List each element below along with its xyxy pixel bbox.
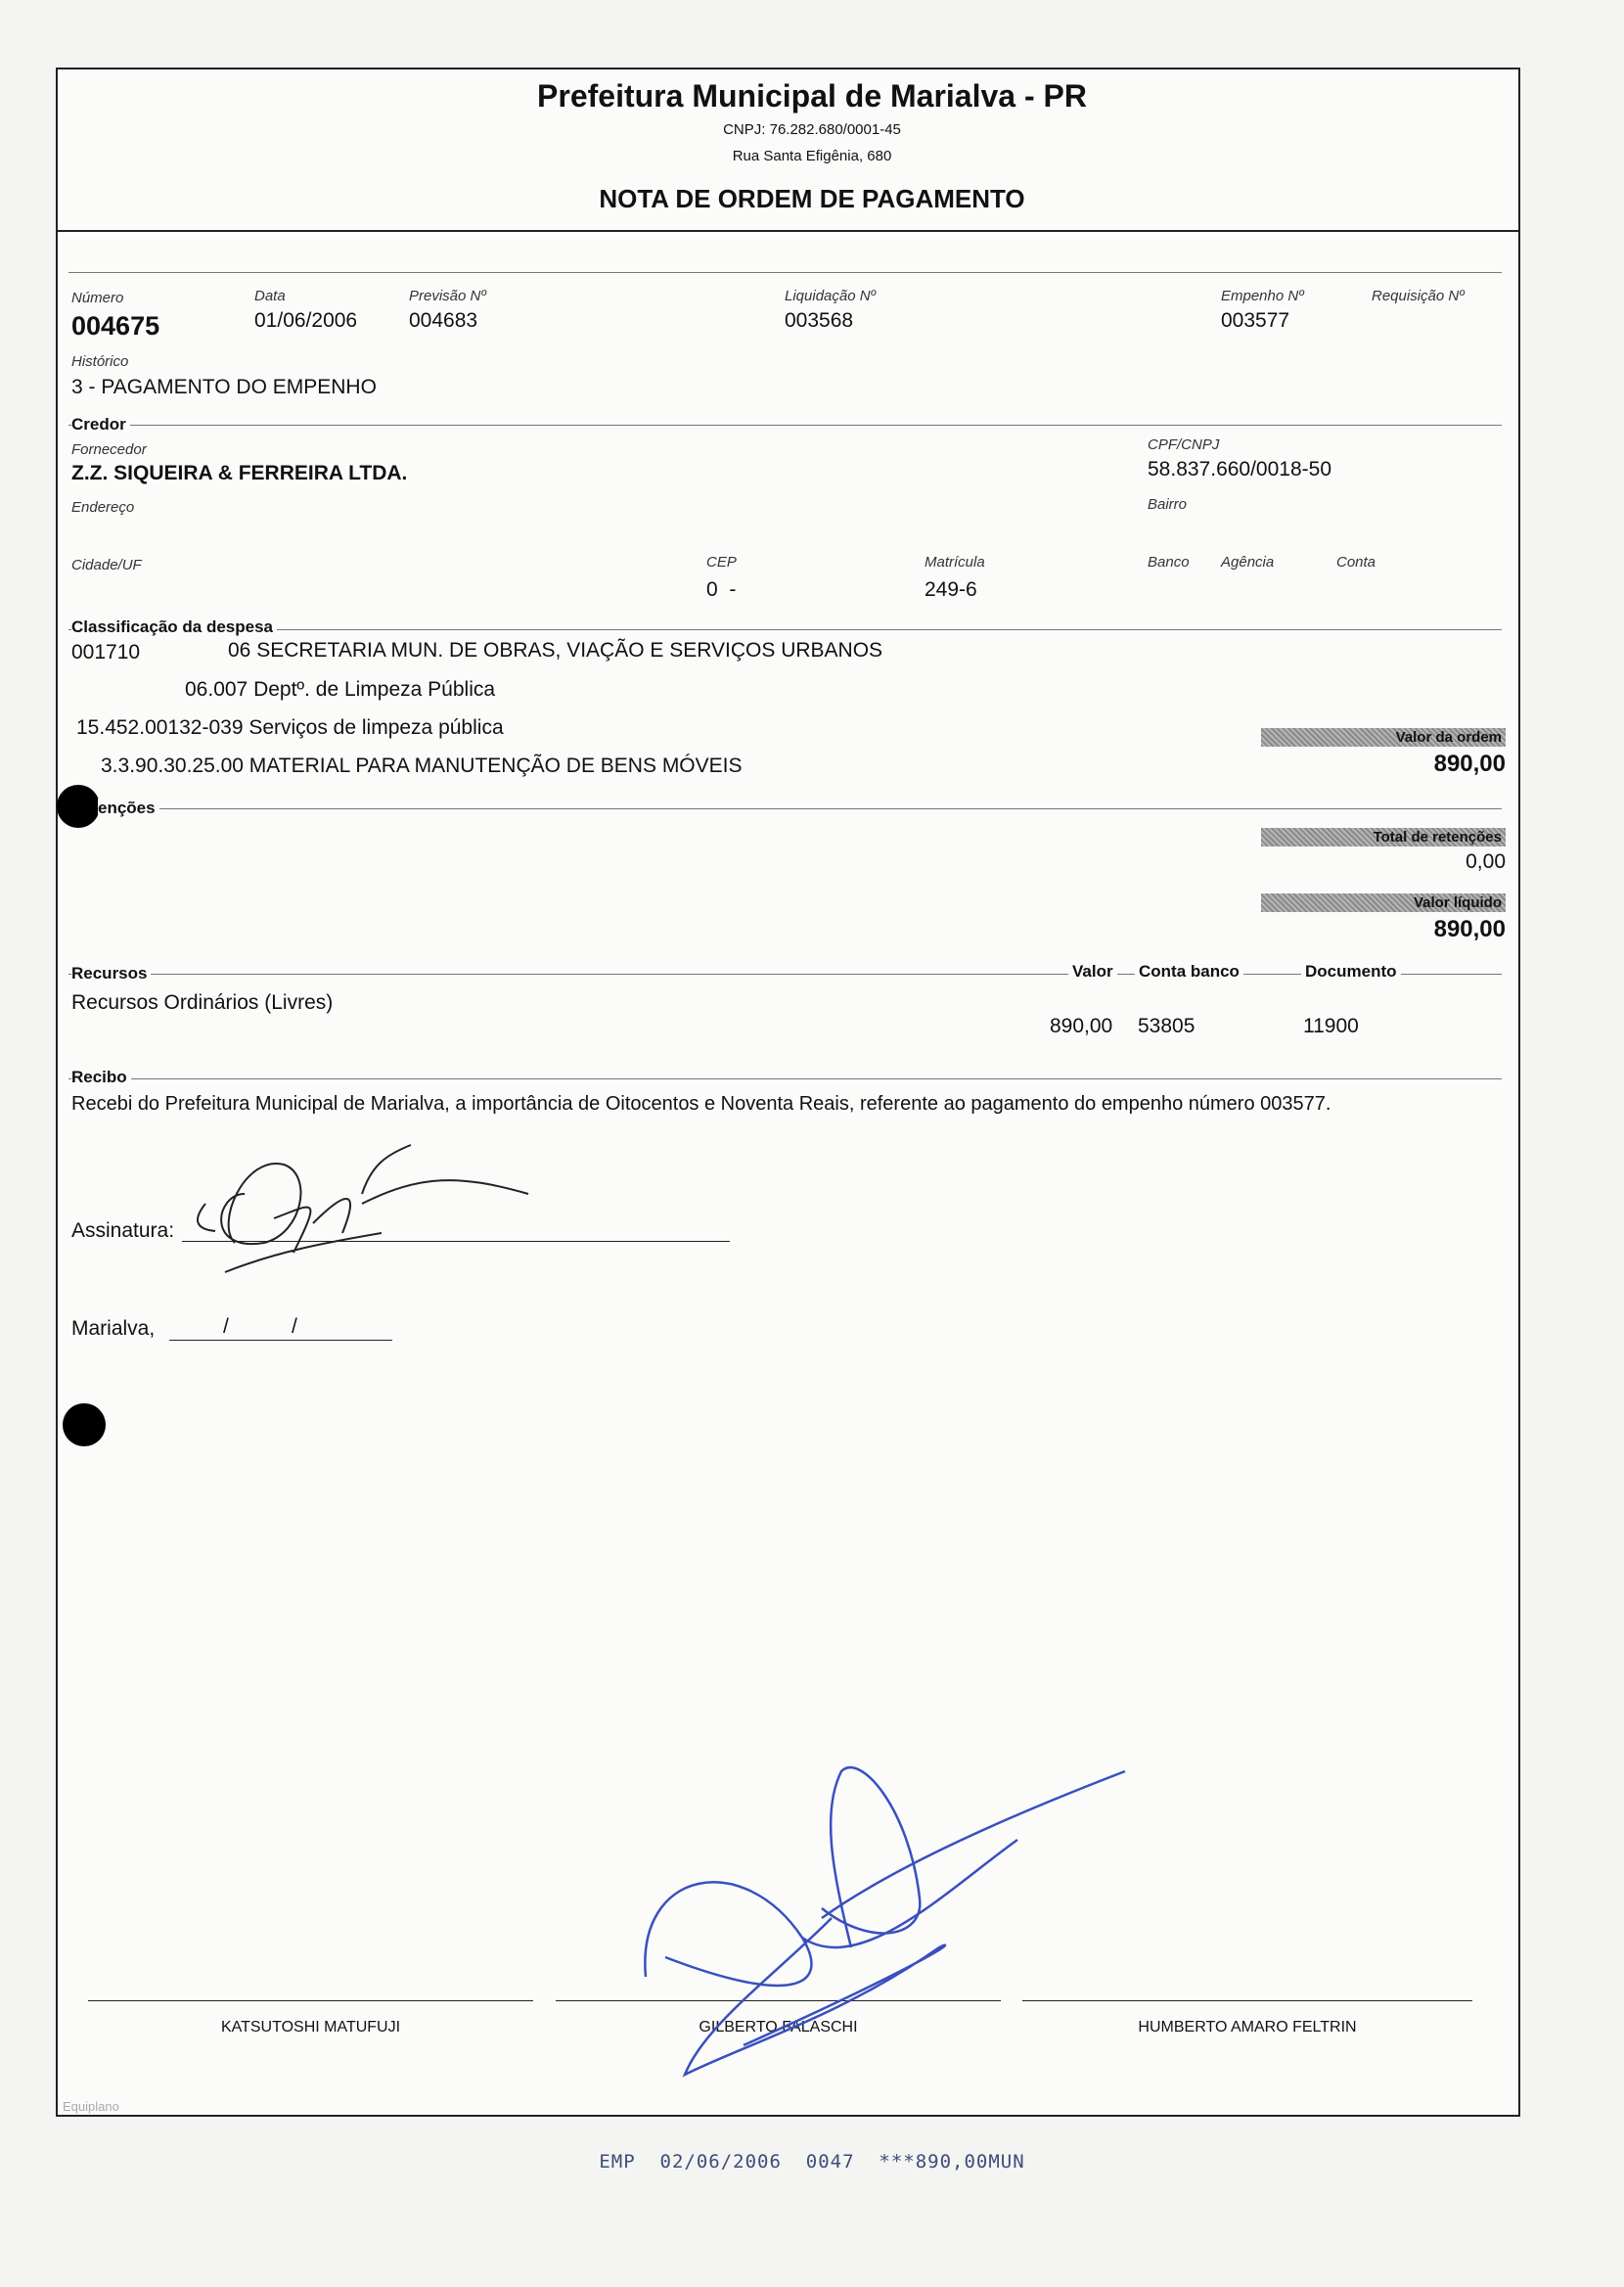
- historico-value: 3 - PAGAMENTO DO EMPENHO: [71, 376, 377, 398]
- previsao-label: Previsão Nº: [409, 288, 486, 304]
- numero-value: 004675: [71, 311, 160, 341]
- recursos-documento: 11900: [1303, 1015, 1359, 1037]
- signatory-name-1: KATSUTOSHI MATUFUJI: [220, 2019, 401, 2035]
- header-divider: [56, 230, 1518, 232]
- signatory-name-2: GILBERTO FALASCHI: [699, 2019, 858, 2035]
- empenho-label: Empenho Nº: [1221, 288, 1304, 304]
- cpf-label: CPF/CNPJ: [1148, 436, 1220, 453]
- classificacao-section: Classificação da despesa: [71, 617, 277, 637]
- fornecedor-label: Fornecedor: [71, 441, 147, 458]
- credor-rule: [68, 425, 1502, 426]
- cpf-value: 58.837.660/0018-50: [1148, 458, 1332, 480]
- total-retencoes-label: Total de retenções: [1261, 828, 1506, 846]
- liquidacao-label: Liquidação Nº: [785, 288, 877, 304]
- document-title: NOTA DE ORDEM DE PAGAMENTO: [599, 184, 1025, 213]
- page-title: Prefeitura Municipal de Marialva - PR: [537, 78, 1087, 114]
- assinatura-label: Assinatura:: [71, 1219, 175, 1242]
- blue-signature: [626, 1752, 1135, 2084]
- agencia-label: Agência: [1221, 554, 1275, 571]
- recursos-rule: [68, 974, 1502, 975]
- data-label: Data: [254, 288, 286, 304]
- recursos-descricao: Recursos Ordinários (Livres): [71, 991, 334, 1014]
- address-text: Rua Santa Efigênia, 680: [732, 148, 892, 164]
- historico-label: Histórico: [71, 353, 129, 370]
- recibo-text: Recebi do Prefeitura Municipal de Marialva, a importância de Oitocentos e Noventa Reais, referente ao pagamento do empenho número 003577.: [71, 1093, 1331, 1115]
- cidade-label: Cidade/UF: [71, 557, 142, 573]
- classificacao-code: 001710: [71, 641, 141, 663]
- retencoes-rule: [147, 808, 1502, 809]
- punch-hole: [57, 785, 100, 828]
- endereco-label: Endereço: [71, 499, 135, 516]
- bairro-label: Bairro: [1148, 496, 1188, 513]
- classificacao-rule: [68, 629, 1502, 630]
- machine-stamp: EMP 02/06/2006 0047 ***890,00MUN: [599, 2151, 1025, 2173]
- credor-section: Credor: [71, 415, 130, 435]
- empenho-value: 003577: [1221, 309, 1290, 332]
- conta-label: Conta: [1336, 554, 1376, 571]
- recibo-rule: [68, 1078, 1502, 1079]
- recibo-signature: [176, 1135, 548, 1292]
- recursos-conta: 53805: [1138, 1015, 1195, 1037]
- cnpj-text: CNPJ: 76.282.680/0001-45: [723, 121, 901, 138]
- recursos-valor-label: Valor: [1068, 962, 1117, 982]
- valor-ordem-label: Valor da ordem: [1261, 728, 1506, 747]
- numero-label: Número: [71, 290, 124, 306]
- banco-label: Banco: [1148, 554, 1190, 571]
- local-label: Marialva,: [71, 1317, 156, 1340]
- date-slash-2: /: [292, 1315, 297, 1338]
- cep-value: 0 -: [706, 578, 737, 601]
- requisicao-label: Requisição Nº: [1372, 288, 1465, 304]
- total-retencoes-value: 0,00: [1466, 850, 1506, 873]
- signatory-name-3: HUMBERTO AMARO FELTRIN: [1138, 2019, 1357, 2035]
- cep-label: CEP: [706, 554, 737, 571]
- top-rule: [68, 272, 1502, 273]
- secretaria-text: 06 SECRETARIA MUN. DE OBRAS, VIAÇÃO E SERVIÇOS URBANOS: [228, 639, 883, 662]
- fornecedor-value: Z.Z. SIQUEIRA & FERREIRA LTDA.: [71, 462, 408, 484]
- signatory-line-1: [88, 2000, 533, 2001]
- data-value: 01/06/2006: [254, 309, 358, 332]
- matricula-value: 249-6: [925, 578, 977, 601]
- valor-liquido-value: 890,00: [1433, 916, 1506, 942]
- matricula-label: Matrícula: [925, 554, 985, 571]
- date-line: [169, 1340, 392, 1341]
- valor-ordem-value: 890,00: [1433, 751, 1506, 777]
- recibo-section: Recibo: [71, 1068, 131, 1087]
- valor-liquido-label: Valor líquido: [1261, 893, 1506, 912]
- liquidacao-value: 003568: [785, 309, 854, 332]
- recursos-conta-label: Conta banco: [1135, 962, 1243, 982]
- departamento-text: 06.007 Deptº. de Limpeza Pública: [185, 678, 496, 701]
- date-slash-1: /: [223, 1315, 229, 1338]
- recursos-documento-label: Documento: [1301, 962, 1401, 982]
- equiplano-text: Equiplano: [63, 2099, 119, 2114]
- punch-hole: [63, 1403, 106, 1446]
- programa-text: 15.452.00132-039 Serviços de limpeza pública: [76, 716, 504, 739]
- retencoes-section: enções: [98, 799, 159, 818]
- recursos-valor: 890,00: [1050, 1015, 1113, 1037]
- previsao-value: 004683: [409, 309, 478, 332]
- elemento-text: 3.3.90.30.25.00 MATERIAL PARA MANUTENÇÃO DE BENS MÓVEIS: [101, 755, 743, 777]
- recursos-section: Recursos: [71, 964, 151, 983]
